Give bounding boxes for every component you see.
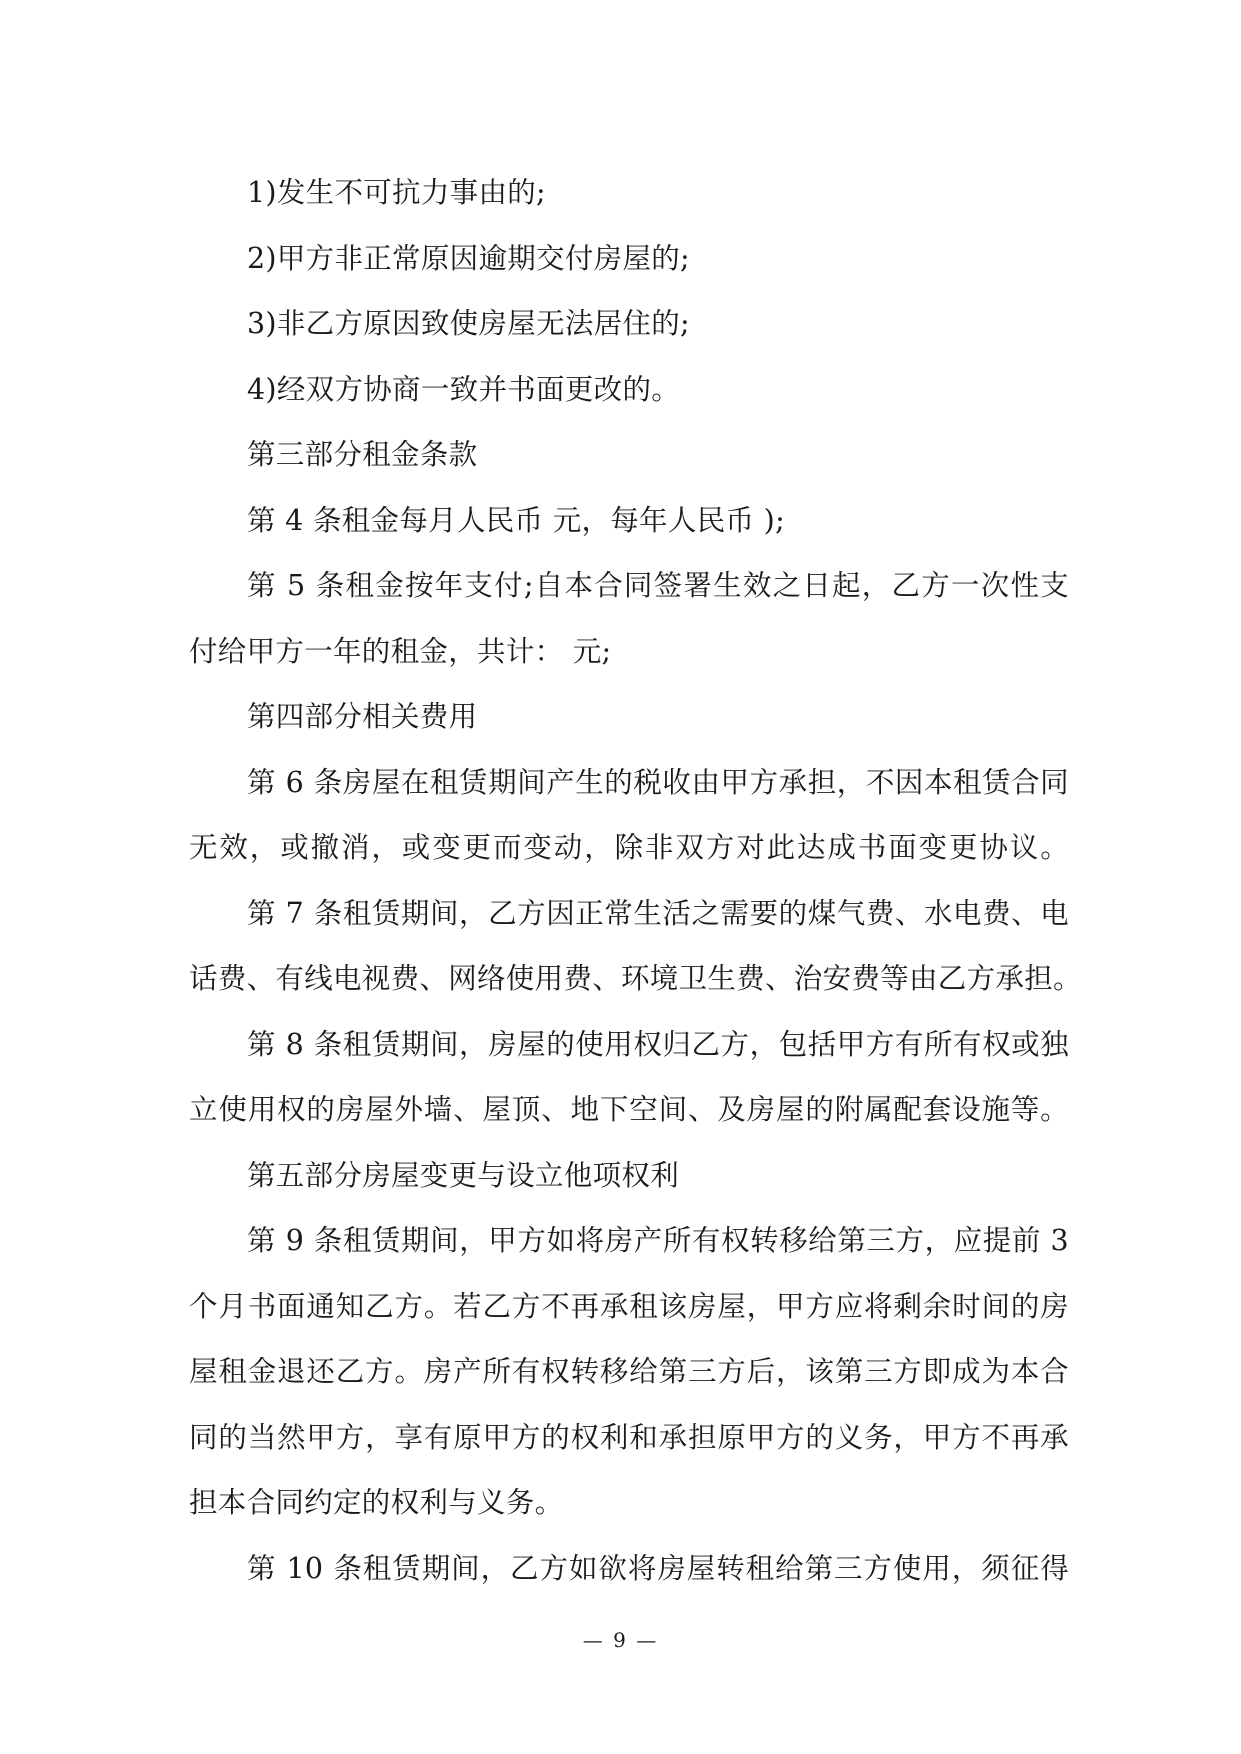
clause-item-4: 4)经双方协商一致并书面更改的。 <box>247 372 681 406</box>
article-10-line-1: 第 10 条租赁期间，乙方如欲将房屋转租给第三方使用，须征得 <box>247 1551 1069 1585</box>
article-9-line-5: 担本合同约定的权利与义务。 <box>189 1486 564 1519</box>
article-7-line-1: 第 7 条租赁期间，乙方因正常生活之需要的煤气费、水电费、电 <box>247 896 1069 930</box>
article-6-line-2: 无效，或撤消，或变更而变动，除非双方对此达成书面变更协议。 <box>189 831 1069 864</box>
article-5-line-2: 付给甲方一年的租金，共计： 元; <box>189 634 612 668</box>
section-heading-fees: 第四部分相关费用 <box>247 700 478 733</box>
clause-item-1: 1)发生不可抗力事由的; <box>247 176 546 209</box>
page-number: — 9 — <box>582 1628 659 1652</box>
article-6-line-1: 第 6 条房屋在租赁期间产生的税收由甲方承担，不因本租赁合同 <box>247 765 1069 799</box>
clause-item-2: 2)甲方非正常原因逾期交付房屋的; <box>247 241 690 275</box>
article-9-line-1: 第 9 条租赁期间，甲方如将房产所有权转移给第三方，应提前 3 <box>247 1224 1069 1257</box>
article-9-line-2: 个月书面通知乙方。若乙方不再承租该房屋，甲方应将剩余时间的房 <box>189 1289 1069 1323</box>
section-heading-changes: 第五部分房屋变更与设立他项权利 <box>247 1158 680 1192</box>
article-9-line-3: 屋租金退还乙方。房产所有权转移给第三方后，该第三方即成为本合 <box>189 1355 1069 1388</box>
article-8-line-1: 第 8 条租赁期间，房屋的使用权归乙方，包括甲方有所有权或独 <box>247 1027 1069 1061</box>
article-8-line-2: 立使用权的房屋外墙、屋顶、地下空间、及房屋的附属配套设施等。 <box>189 1093 1069 1126</box>
article-7-line-2: 话费、有线电视费、网络使用费、环境卫生费、治安费等由乙方承担。 <box>189 962 1082 995</box>
article-5-line-1: 第 5 条租金按年支付;自本合同签署生效之日起，乙方一次性支 <box>247 569 1069 602</box>
section-heading-rent: 第三部分租金条款 <box>247 438 478 471</box>
clause-item-3: 3)非乙方原因致使房屋无法居住的; <box>247 307 690 340</box>
article-9-line-4: 同的当然甲方，享有原甲方的权利和承担原甲方的义务，甲方不再承 <box>189 1420 1069 1454</box>
article-4: 第 4 条租金每月人民币 元，每年人民币 ); <box>247 503 785 537</box>
document-body <box>189 160 1082 1601</box>
